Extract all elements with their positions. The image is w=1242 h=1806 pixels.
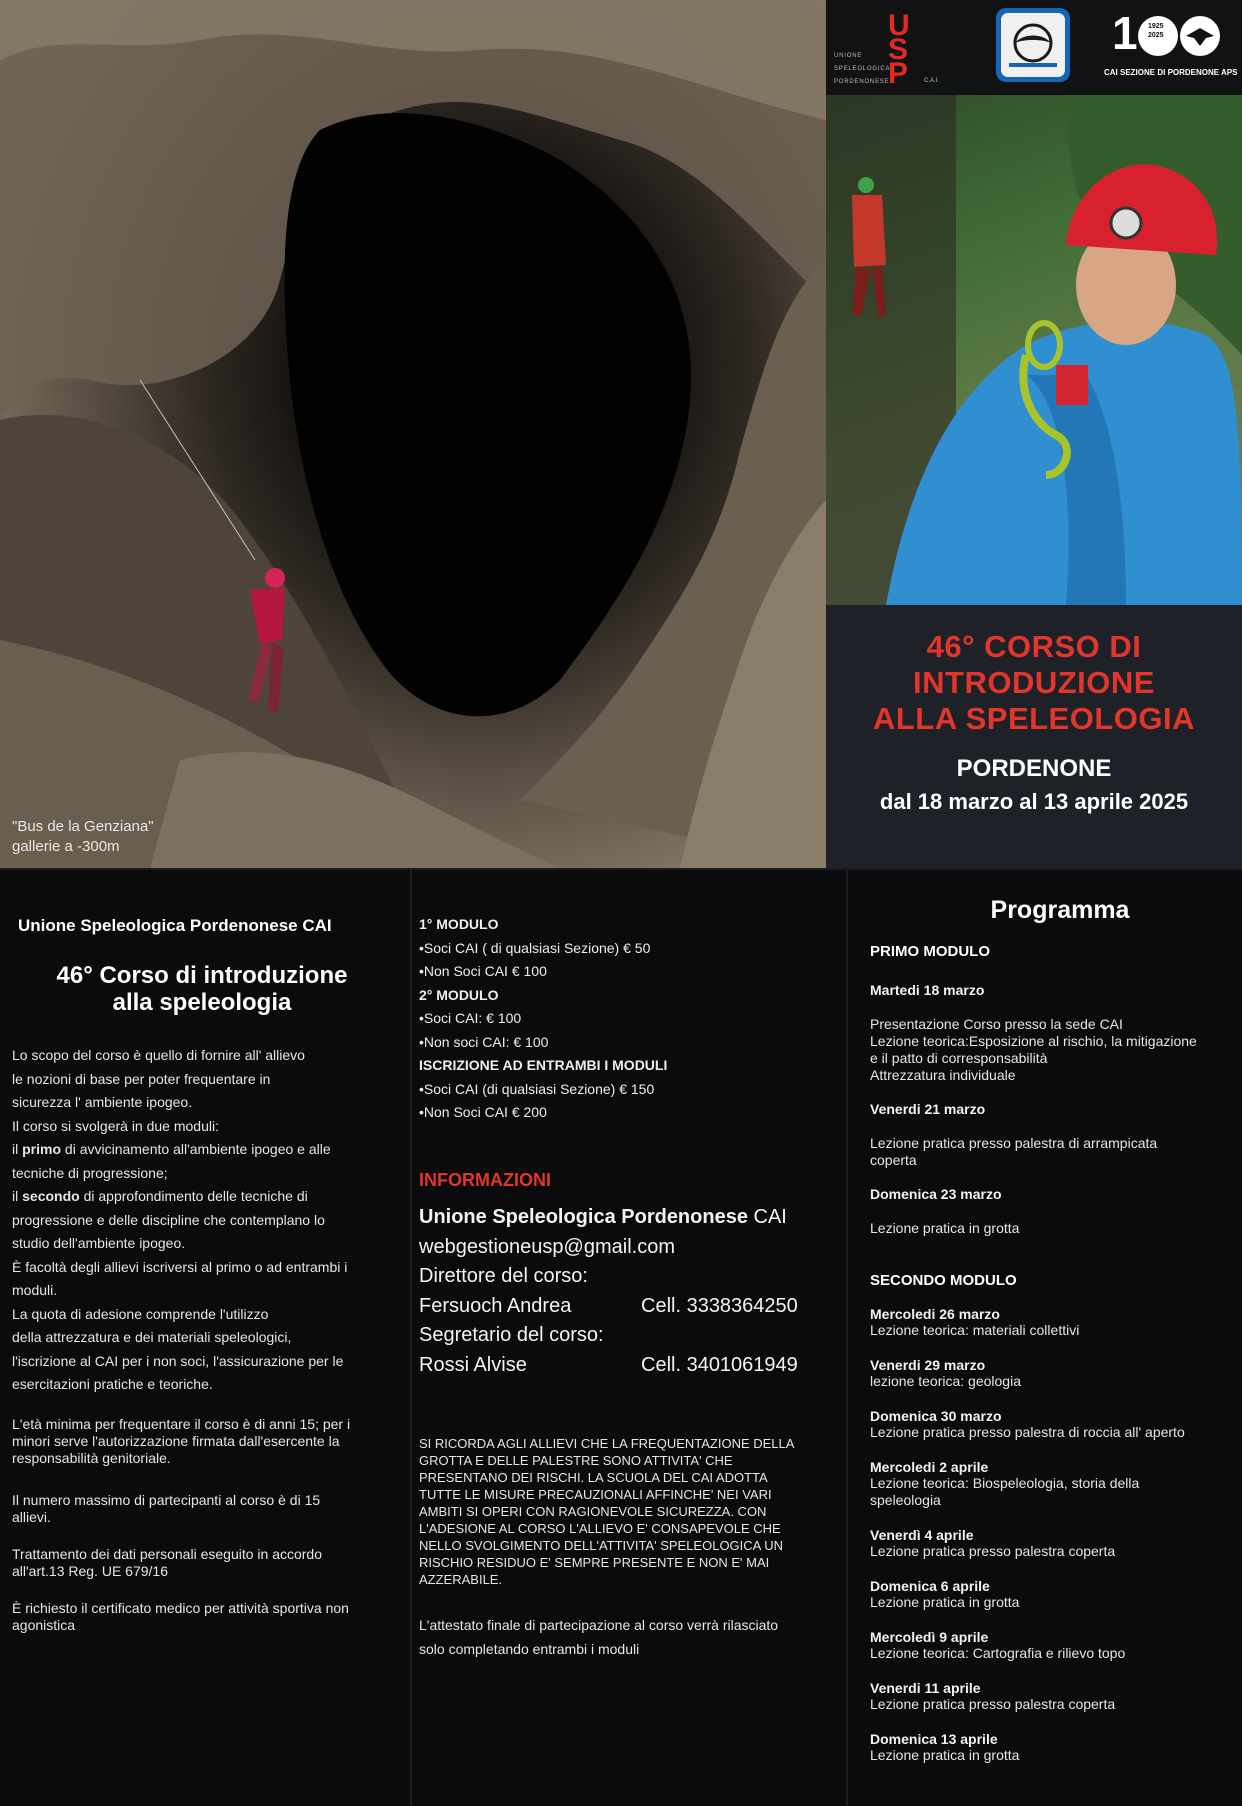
program-description: Lezione pratica in grotta <box>870 1594 1020 1610</box>
program-description: speleologia <box>870 1492 941 1508</box>
max-participants-paragraph: Il numero massimo di partecipanti al corso è di 15 allievi. <box>12 1492 321 1525</box>
warning-line: SI RICORDA AGLI ALLIEVI CHE LA FREQUENTAZIONE DELLA <box>419 1436 795 1451</box>
program-description: Attrezzatura individuale <box>870 1067 1016 1083</box>
program-description: coperta <box>870 1152 917 1168</box>
centenary-logo: 1 1925 2025 CAI SEZIONE DI PORDENONE APS <box>1104 7 1238 77</box>
course-title-line1: 46° Corso di introduzione <box>56 962 348 989</box>
program-date: Martedi 18 marzo <box>870 982 985 998</box>
program-description: Lezione pratica presso palestra coperta <box>870 1543 1116 1559</box>
warning-line: PRESENTANO DEI RISCHI. LA SCUOLA DEL CAI ADOTTA <box>419 1470 768 1485</box>
program-module-2 <box>870 1306 1242 1782</box>
more-line-4: della attrezzatura e dei materiali speleologici, <box>12 1329 292 1345</box>
secondo-line-3: studio dell'ambiente ipogeo. <box>12 1235 186 1251</box>
more-line-2: moduli. <box>12 1282 58 1298</box>
program-date: Mercoledi 26 marzo <box>870 1306 1000 1322</box>
eagle-icon <box>1184 24 1216 48</box>
warning-line: GROTTA E DELLE PALESTRE SONO ATTIVITA' CHE <box>419 1453 733 1468</box>
info-org: Unione Speleologica Pordenonese CAI <box>419 1206 787 1228</box>
program-entry <box>870 1578 1242 1611</box>
course-title-line2: alla speleologia <box>112 989 292 1016</box>
secondo-bold: secondo <box>22 1188 80 1204</box>
caver-portrait-photo <box>826 95 1242 605</box>
more-line-6: esercitazioni pratiche e teoriche. <box>12 1376 213 1392</box>
cave-photo <box>0 0 826 868</box>
program-date: Venerdì 4 aprile <box>870 1527 974 1543</box>
fee-heading: 2° MODULO <box>419 986 499 1003</box>
program-entry <box>870 1186 1242 1237</box>
secretary-phone[interactable]: Cell. 3401061949 <box>641 1353 798 1376</box>
fees-list <box>419 913 839 1125</box>
top-banner <box>0 0 1242 870</box>
intro-line-2: le nozioni di base per poter frequentare in <box>12 1070 271 1087</box>
warning-line: TUTTE LE MISURE PRECAUZIONALI AFFINCHE' NEI VARI <box>419 1487 772 1502</box>
secretary-label: Segretario del corso: <box>419 1324 604 1346</box>
safety-warning <box>419 1435 844 1588</box>
cai-section-label: CAI SEZIONE DI PORDENONE APS <box>1104 68 1238 77</box>
fee-item: •Non soci CAI: € 100 <box>419 1033 549 1050</box>
program-date: Domenica 6 aprile <box>870 1578 990 1594</box>
more-line-1: È facoltà degli allievi iscriversi al primo o ad entrambi i <box>12 1258 348 1275</box>
certificate-note: L'attestato finale di partecipazione al corso verrà rilasciato solo completando entrambi i moduli <box>419 1617 779 1657</box>
usp-text-1: UNIONE <box>834 53 863 59</box>
usp-letters: USP <box>888 9 910 90</box>
program-entry <box>870 1408 1242 1441</box>
usp-text-2: SPELEOLOGICA <box>834 66 891 72</box>
warning-line: AZZERABILE. <box>419 1572 503 1587</box>
director-label: Direttore del corso: <box>419 1265 588 1287</box>
program-description: Lezione pratica presso palestra di roccia all' aperto <box>870 1424 1185 1440</box>
program-date: Domenica 13 aprile <box>870 1731 998 1747</box>
program-description: Presentazione Corso presso la sede CAI <box>870 1016 1123 1032</box>
organization-name: Unione Speleologica Pordenonese CAI <box>18 916 332 935</box>
program-entry <box>870 1527 1242 1560</box>
program-date: Mercoledì 9 aprile <box>870 1629 989 1645</box>
course-title-box <box>826 605 1242 868</box>
program-date: Domenica 30 marzo <box>870 1408 1002 1424</box>
usp-cai-text: C.A.I. <box>924 78 940 84</box>
fee-item: •Non Soci CAI € 100 <box>419 963 547 979</box>
program-title: Programma <box>990 896 1130 924</box>
program-description: Lezione pratica presso palestra coperta <box>870 1696 1116 1712</box>
usp-logo <box>834 9 952 90</box>
warning-line: L'ADESIONE AL CORSO L'ALLIEVO E' CONSAPEVOLE CHE <box>419 1521 781 1536</box>
secretary-row <box>419 1351 839 1381</box>
program-entry <box>870 1101 1242 1169</box>
program-date: Venerdi 29 marzo <box>870 1357 986 1373</box>
intro-line-3: sicurezza l' ambiente ipogeo. <box>12 1094 193 1110</box>
primo-modulo-heading: PRIMO MODULO <box>870 943 990 960</box>
usp-text-3: PORDENONESE <box>834 79 890 85</box>
program-description: lezione teorica: geologia <box>870 1373 1021 1389</box>
contact-email[interactable]: webgestioneusp@gmail.com <box>419 1235 675 1258</box>
fee-item: •Non Soci CAI € 200 <box>419 1104 547 1120</box>
logo-bar <box>826 0 1242 95</box>
program-date: Venerdi 21 marzo <box>870 1101 986 1117</box>
program-date: Mercoledi 2 aprile <box>870 1459 989 1475</box>
program-entry <box>870 1357 1242 1390</box>
cave-illustration <box>0 0 826 868</box>
director-row <box>419 1292 839 1322</box>
primo-bold: primo <box>22 1141 62 1157</box>
program-description: e il patto di corresponsabilità <box>870 1050 1048 1066</box>
centenary-year-start: 1925 <box>1148 23 1164 30</box>
secondo-modulo-heading: SECONDO MODULO <box>870 1272 1017 1289</box>
medical-paragraph: È richiesto il certificato medico per attività sportiva non agonistica <box>12 1600 349 1633</box>
program-date: Domenica 23 marzo <box>870 1186 1002 1202</box>
banner-title-line1: 46° CORSO DI <box>926 629 1142 664</box>
program-description: Lezione pratica in grotta <box>870 1220 1020 1236</box>
warning-line: RISCHIO RESIDUO E' SEMPRE PRESENTE E NON E' MAI <box>419 1555 770 1570</box>
course-description <box>12 1044 402 1397</box>
program-module-1 <box>870 982 1242 1254</box>
program-entry <box>870 1680 1242 1713</box>
banner-dates: dal 18 marzo al 13 aprile 2025 <box>879 789 1189 814</box>
primo-line: il primo di avvicinamento all'ambiente ipogeo e alle <box>12 1141 331 1157</box>
program-entry <box>870 1629 1242 1662</box>
column-divider-right <box>846 870 848 1806</box>
cave-caption-line2: gallerie a -300m <box>12 838 120 855</box>
director-name: Fersuoch Andrea <box>419 1294 572 1317</box>
secondo-line-2: progressione e delle discipline che contemplano lo <box>12 1211 325 1228</box>
secretary-name: Rossi Alvise <box>419 1353 527 1376</box>
fee-heading: ISCRIZIONE AD ENTRAMBI I MODULI <box>419 1057 668 1073</box>
program-description: Lezione pratica in grotta <box>870 1747 1020 1763</box>
more-line-5: l'iscrizione al CAI per i non soci, l'assicurazione per le <box>12 1352 344 1369</box>
intro-line-1: Lo scopo del corso è quello di fornire all' allievo <box>12 1047 305 1063</box>
secondo-line: il secondo di approfondimento delle tecniche di <box>12 1188 308 1204</box>
program-entry <box>870 982 1242 1084</box>
primo-line-2: tecniche di progressione; <box>12 1164 168 1181</box>
program-description: Lezione teorica: Cartografia e rilievo topo <box>870 1645 1126 1661</box>
warning-line: AMBITI SI OPERI CON RAGIONEVOLE SICUREZZA. CON <box>419 1504 767 1519</box>
cave-caption-line1: "Bus de la Genziana" <box>12 818 154 835</box>
privacy-paragraph: Trattamento dei dati personali eseguito in accordo all'art.13 Reg. UE 679/16 <box>12 1546 322 1579</box>
program-description: Lezione teorica:Esposizione al rischio, la mitigazione <box>870 1033 1197 1049</box>
program-description: Lezione teorica: Biospeleologia, storia della <box>870 1475 1140 1491</box>
program-entry <box>870 1459 1242 1509</box>
director-phone[interactable]: Cell. 3338364250 <box>641 1294 798 1317</box>
fee-item: •Soci CAI ( di qualsiasi Sezione) € 50 <box>419 939 651 956</box>
program-entry <box>870 1731 1242 1764</box>
column-divider-left <box>410 870 412 1806</box>
fee-item: •Soci CAI (di qualsiasi Sezione) € 150 <box>419 1080 655 1097</box>
centenary-year-end: 2025 <box>1148 32 1164 39</box>
contacts <box>419 1203 839 1380</box>
program-entry <box>870 1306 1242 1339</box>
program-description: Lezione pratica presso palestra di arrampicata <box>870 1135 1158 1151</box>
fee-item: •Soci CAI: € 100 <box>419 1010 522 1026</box>
info-heading: INFORMAZIONI <box>419 1170 551 1190</box>
program-date: Venerdi 11 aprile <box>870 1680 981 1696</box>
title-panel <box>826 0 1242 868</box>
more-line-3: La quota di adesione comprende l'utilizzo <box>12 1305 269 1322</box>
school-badge-logo <box>996 8 1070 82</box>
age-paragraph: L'età minima per frequentare il corso è di anni 15; per i minori serve l'autorizzazione firmata dall'esercente la responsabilità genitoriale. <box>12 1416 351 1466</box>
banner-title-line2: INTRODUZIONE <box>913 665 1155 700</box>
warning-line: NELLO SVOLGIMENTO DELL'ATTIVITA' SPELEOLOGICA UN <box>419 1538 784 1553</box>
banner-city: PORDENONE <box>956 755 1112 782</box>
program-description: Lezione teorica: materiali collettivi <box>870 1322 1080 1338</box>
brochure-body <box>0 870 1242 1806</box>
fee-heading: 1° MODULO <box>419 916 499 932</box>
banner-title-line3: ALLA SPELEOLOGIA <box>872 701 1196 736</box>
intro-line-4: Il corso si svolgerà in due moduli: <box>12 1117 219 1134</box>
